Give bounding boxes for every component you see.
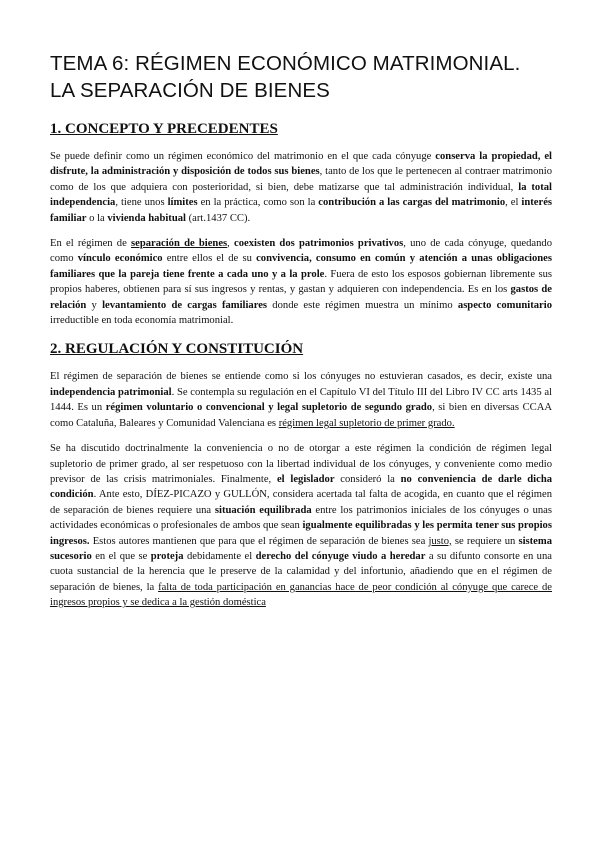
section-2-paragraph-1: El régimen de separación de bienes se entiende como si los cónyuges no estuvieran casados, es decir, existe una independencia patrimonial. Se contempla su regulación en el Capítulo VI del Título III del Libro IV CC arts 1435 al 1444. Es un régimen voluntario o convencional y legal supletorio de segundo grado, si bien en diversas CCAA como Cataluña, Baleares y Comunidad Valenciana es régimen legal supletorio de primer grado. [50, 371, 553, 429]
section-1-heading: 1. CONCEPTO Y PRECEDENTES [50, 121, 278, 137]
document-title [50, 50, 552, 104]
section-2-heading: 2. REGULACIÓN Y CONSTITUCIÓN [50, 341, 304, 358]
section-2-paragraph-2: Se ha discutido doctrinalmente la conveniencia o no de otorgar a este régimen la condición de régimen legal supletorio de primer grado, al ser respetuoso con la libertad individual de los cónyuges, y conveniente como medio previsor de las crisis matrimoniales. Finalmente, el legislador consideró la no conveniencia de darle dicha condición. Ante esto, DÍEZ-PICAZO y GULLÓN, considera acertada tal falta de acogida, en cuanto que el régimen de separación de bienes requiere una situación equilibrada entre los patrimonios iniciales de los cónyuges o unas actividades económicas o profesionales de ambos que sean igualmente equilibradas y les permita tener sus propios ingresos. Estos autores mantienen que para que el régimen de separación de bienes sea justo, se requiere un sistema sucesorio en el que se proteja debidamente el derecho del cónyuge viudo a heredar a su difunto consorte en una cuota sustancial de la herencia que le preserve de la calamidad y del infortunio, añadiendo que en el régimen de separación de bienes, la falta de toda participación en ganancias hace de peor condición al cónyuge que carece de ingresos propios y se dedica a la gestión doméstica [50, 443, 553, 609]
title-line-2: LA SEPARACIÓN DE BIENES [50, 79, 330, 102]
section-1-paragraph-2: En el régimen de separación de bienes, coexisten dos patrimonios privativos, uno de cada cónyuge, quedando como vínculo económico entre ellos el de su convivencia, consumo en común y atención a unas obligaciones familiares que la pareja tiene frente a cada uno y a la prole. Fuera de esto los esposos gobiernan libremente sus propios haberes, obtienen para sí sus ingresos y rentas, y gastan y adquieren con independencia. Es en los gastos de relación y levantamiento de cargas familiares donde este régimen muestra un mínimo aspecto comunitario irreductible en toda economía matrimonial. [50, 238, 553, 327]
title-line-1: TEMA 6: RÉGIMEN ECONÓMICO MATRIMONIAL. [50, 52, 521, 75]
section-1-paragraph-1: Se puede definir como un régimen económico del matrimonio en el que cada cónyuge conserva la propiedad, el disfrute, la administración y disposición de todos sus bienes, tanto de los que le pertenecen al contraer matrimonio como de los que adquiera con posterioridad, si bien, debe matizarse que tal administración individual, la total independencia, tiene unos límites en la práctica, como son la contribución a las cargas del matrimonio, el interés familiar o la vivienda habitual (art.1437 CC). [50, 151, 553, 224]
